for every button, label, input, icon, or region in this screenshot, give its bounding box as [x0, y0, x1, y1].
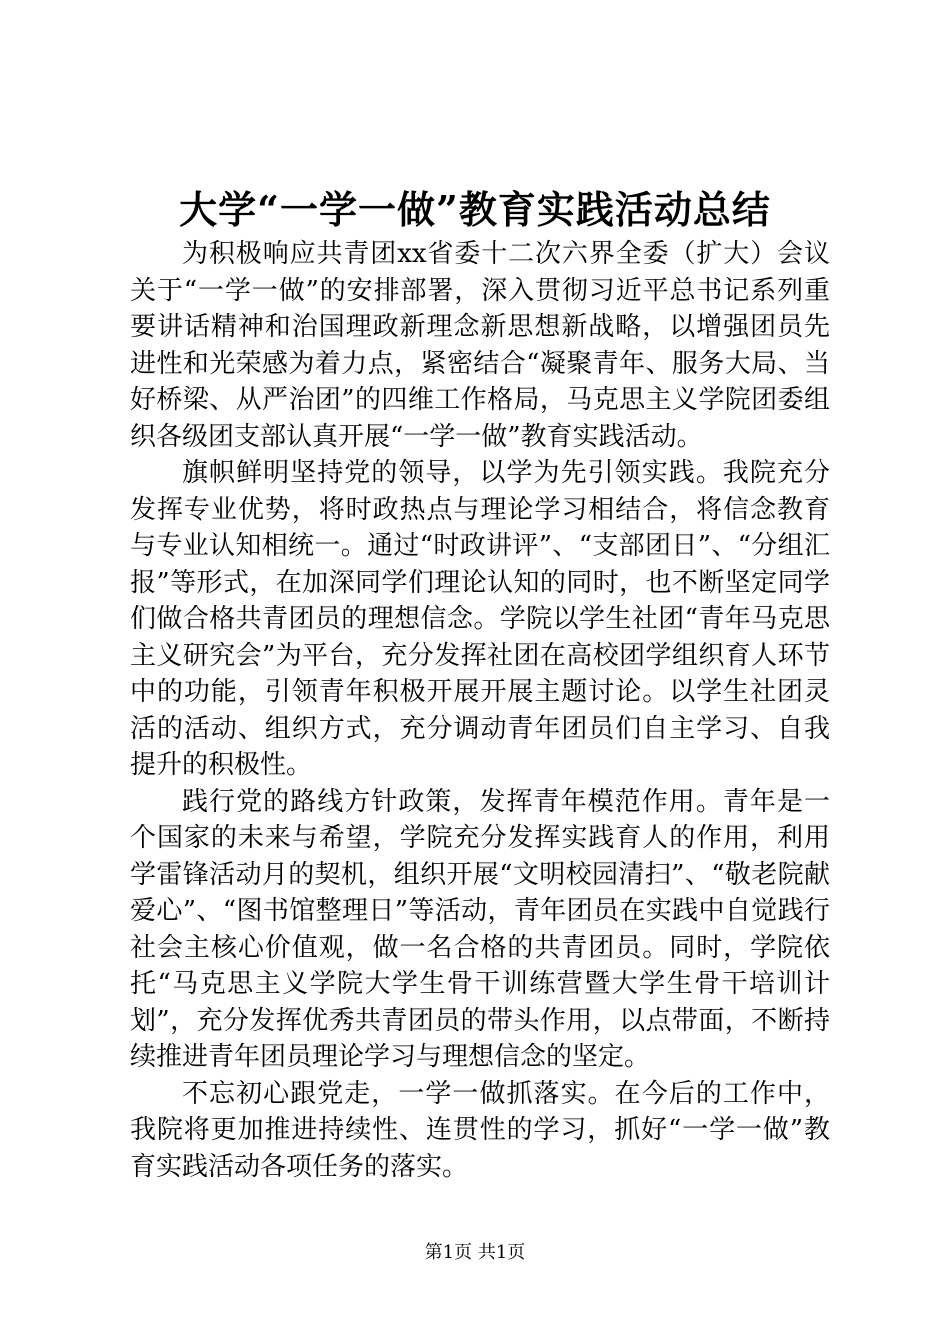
paragraph-party-leadership: 旗帜鲜明坚持党的领导，以学为先引领实践。我院充分发挥专业优势，将时政热点与理论学习相结合，将信念教育与专业认知相统一。通过“时政讲评”、“支部团日”、“分组汇报”等形式，在加深同学们理论认知的同时，也不断坚定同学们做合格共青团员的理想信念。学院以学生社团“青年马克思主义研究会”为平台，充分发挥社团在高校团学组织育人环节中的功能，引领青年积极开展开展主题讨论。以学生社团灵活的活动、组织方式，充分调动青年团员们自主学习、自我提升的积极性。 [130, 458, 830, 780]
document-body [130, 236, 830, 1185]
paragraph-practice: 践行党的路线方针政策，发挥青年模范作用。青年是一个国家的未来与希望，学院充分发挥实践育人的作用，利用学雷锋活动月的契机，组织开展“文明校园清扫”、“敬老院献爱心”、“图书馆整理日”等活动，青年团员在实践中自觉践行社会主核心价值观，做一名合格的共青团员。同时，学院依托“马克思主义学院大学生骨干训练营暨大学生骨干培训计划”，充分发挥优秀共青团员的带头作用，以点带面，不断持续推进青年团员理论学习与理想信念的坚定。 [130, 786, 830, 1072]
paragraph-conclusion: 不忘初心跟党走，一学一做抓落实。在今后的工作中，我院将更加推进持续性、连贯性的学习，抓好“一学一做”教育实践活动各项任务的落实。 [130, 1078, 830, 1182]
paragraph-intro: 为积极响应共青团xx省委十二次六界全委（扩大）会议关于“一学一做”的安排部署，深入贯彻习近平总书记系列重要讲话精神和治国理政新理念新思想新战略，以增强团员先进性和光荣感为着力点，紧密结合“凝聚青年、服务大局、当好桥梁、从严治团”的四维工作格局，马克思主义学院团委组织各级团支部认真开展“一学一做”教育实践活动。 [130, 239, 830, 452]
page-total: 共1页 [477, 1242, 526, 1263]
page-footer [0, 1241, 950, 1265]
document-title: 大学“一学一做”教育实践活动总结 [179, 187, 771, 232]
page-number: 第1页 [424, 1242, 473, 1263]
